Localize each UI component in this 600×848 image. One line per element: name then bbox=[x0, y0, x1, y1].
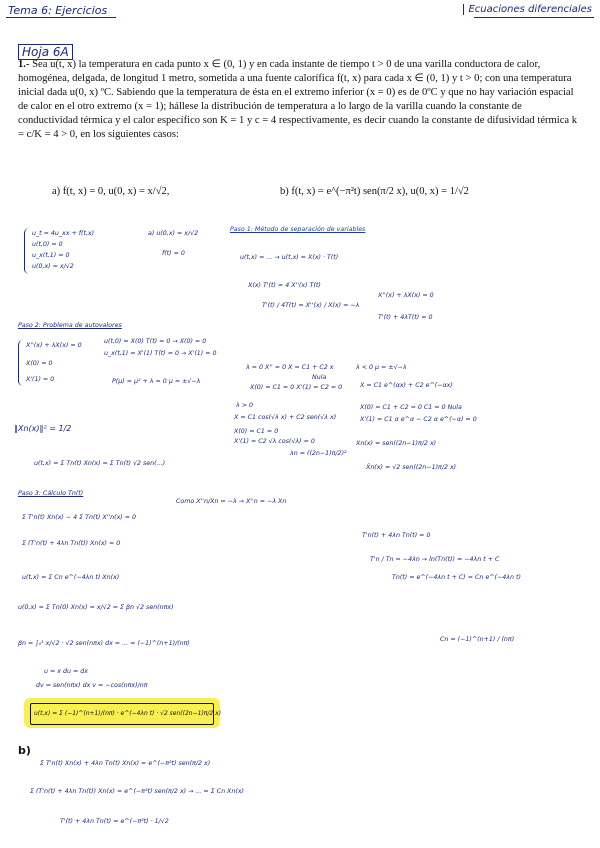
note-p3h: u(0,x) = Σ Tn(0) Xn(x) = x/√2 = Σ βn √2 sen(nπx) bbox=[18, 604, 174, 611]
note-cn: Cn = (−1)^(n+1) / (nπ) bbox=[440, 636, 515, 643]
problem-number: 1.- bbox=[18, 59, 30, 70]
topic-underline bbox=[6, 17, 116, 18]
note-ev4: u(t,0) = X(0) T(t) = 0 → X(0) = 0 bbox=[104, 338, 207, 345]
note-system-1: u_t = 4u_xx + f(t,x) bbox=[32, 230, 95, 237]
note-b2: Σ (T'n(t) + 4λn Tn(t)) Xn(x) = e^(−π²t) sen(π/2 x) → ... = Σ Cn Xn(x) bbox=[30, 788, 245, 795]
note-final: u(t,x) = Σ (−1)^(n+1)/(nπ) · e^(−4λn t) · √2 sen((2n−1)π/2 x) bbox=[34, 710, 222, 717]
note-system-2: u(t,0) = 0 bbox=[32, 241, 63, 248]
note-b3: T'(t) + 4λn Tn(t) = e^(−π²t) · 1/√2 bbox=[60, 818, 169, 825]
note-system-4: u(0,x) = x/√2 bbox=[32, 263, 74, 270]
note-a-f: f(t) = 0 bbox=[162, 250, 185, 257]
note-xn-norm: X̃n(x) = √2 sen((2n−1)π/2 x) bbox=[366, 464, 457, 471]
note-p3c: Σ (T'n(t) + 4λn Tn(t)) Xn(x) = 0 bbox=[22, 540, 121, 547]
note-sep4: X''(x) + λX(x) = 0 bbox=[378, 292, 434, 299]
case-b-formula: b) f(t, x) = e^(−π²t) sen(π/2 x), u(0, x) = 1/√2 bbox=[280, 186, 469, 197]
note-system-3: u_x(t,1) = 0 bbox=[32, 252, 70, 259]
note-nula: Nula bbox=[312, 374, 327, 381]
note-xn: Xn(x) = sen((2n−1)π/2 x) bbox=[356, 440, 437, 447]
note-lam0b: X(0) = C1 = 0 X'(1) = C2 = 0 bbox=[250, 384, 343, 391]
note-ev2: X(0) = 0 bbox=[26, 360, 53, 367]
note-ev6: P(μ) = μ² + λ = 0 μ = ±√−λ bbox=[112, 378, 201, 385]
note-sep2: X(x) T'(t) = 4 X''(x) T(t) bbox=[248, 282, 321, 289]
note-paso2: Paso 2: Problema de autovalores bbox=[18, 322, 122, 329]
note-p3e: T'n / Tn = −4λn → ln(Tn(t)) = −4λn t + C bbox=[370, 556, 500, 563]
note-norm: ‖Xn(x)‖² = 1/2 bbox=[14, 424, 72, 433]
note-paso1: Paso 1: Método de separación de variables bbox=[230, 226, 366, 233]
sheet-label: Hoja 6A bbox=[18, 44, 73, 60]
note-sep3: T'(t) / 4T(t) = X''(x) / X(x) = −λ bbox=[262, 302, 360, 309]
note-ev5: u_x(t,1) = X'(1) T(t) = 0 → X'(1) = 0 bbox=[104, 350, 217, 357]
note-usum: u(t,x) = Σ Tn(t) Xn(x) = Σ Tn(t) √2 sen(...) bbox=[34, 460, 166, 467]
system-brace bbox=[24, 228, 31, 274]
note-sep5: T'(t) + 4λT(t) = 0 bbox=[378, 314, 433, 321]
note-paso3: Paso 3: Cálculo Tn(t) bbox=[18, 490, 84, 497]
note-lamneg2: X = C1 e^(αx) + C2 e^(−αx) bbox=[360, 382, 453, 389]
note-ev1: X''(x) + λX(x) = 0 bbox=[26, 342, 82, 349]
note-mid1: u = x du = dx bbox=[44, 668, 88, 675]
note-a-label: a) u(0,x) = x/√2 bbox=[148, 230, 199, 237]
note-p3d: T'n(t) + 4λn Tn(t) = 0 bbox=[362, 532, 431, 539]
eigen-brace bbox=[18, 340, 25, 386]
note-lamneg4: X'(1) = C1 α e^α − C2 α e^(−α) = 0 bbox=[360, 416, 477, 423]
note-b-label: b) bbox=[18, 744, 31, 757]
note-lampos4: X'(1) = C2 √λ cos(√λ) = 0 bbox=[234, 438, 315, 445]
note-lampos5: λn = ((2n−1)π/2)² bbox=[290, 450, 347, 457]
note-mid2: dv = sen(nπx) dx v = −cos(nπx)/nπ bbox=[36, 682, 148, 689]
note-p3g: u(t,x) = Σ Cn e^(−4λn t) Xn(x) bbox=[22, 574, 120, 581]
course-title: Ecuaciones diferenciales bbox=[463, 4, 592, 15]
note-lampos3: X(0) = C1 = 0 bbox=[234, 428, 279, 435]
note-p3f: Tn(t) = e^(−4λn t + C) = Cn e^(−4λn t) bbox=[392, 574, 521, 581]
course-underline bbox=[474, 17, 594, 18]
note-ev3: X'(1) = 0 bbox=[26, 376, 55, 383]
case-a-formula: a) f(t, x) = 0, u(0, x) = x/√2, bbox=[52, 186, 170, 197]
note-lamneg3: X(0) = C1 + C2 = 0 C1 = 0 Nula bbox=[360, 404, 462, 411]
note-lampos: λ > 0 bbox=[236, 402, 254, 409]
note-b1: Σ T'n(t) Xn(x) + 4λn Tn(t) Xn(x) = e^(−π²t) sen(π/2 x) bbox=[40, 760, 211, 767]
note-lam0: λ = 0 X'' = 0 X = C1 + C2 x bbox=[246, 364, 334, 371]
note-lampos2: X = C1 cos(√λ x) + C2 sen(√λ x) bbox=[234, 414, 337, 421]
problem-text: Sea u(t, x) la temperatura en cada punto x ∈ (0, 1) y en cada instante de tiempo t > 0 de una varilla conductora de calor, homogénea, delgada, de longitud 1 metro, sometida a una fuente calorífica f(t, x) para cada x ∈ (0, 1) y t > 0; con una temperatura inicial dada u(0, x) ºC. Sabiendo que la temperatura de ésta en el extremo inferior (x = 0) es de 0ºC y que no hay variación espacial de calor en el otro extremo (x = 1); hállese la distribución de temperatura a lo largo de la varilla cuando la constante de conductividad térmica y el calor específico son K = 1 y c = 4 respectivamente, es decir cuando la constante de difusividad térmica k = c/K = 4 > 0, en los siguientes casos: bbox=[18, 59, 578, 140]
note-p3a: Como X''n/Xn = −λ → X''n = −λ Xn bbox=[176, 498, 287, 505]
note-beta: βn = ∫₀¹ x/√2 · √2 sen(nπx) dx = ... = (−1)^(n+1)/(nπ) bbox=[18, 640, 190, 647]
note-lamneg: λ < 0 μ = ±√−λ bbox=[356, 364, 407, 371]
problem-statement bbox=[18, 58, 584, 142]
note-p3b: Σ T'n(t) Xn(x) − 4 Σ Tn(t) X''n(x) = 0 bbox=[22, 514, 137, 521]
note-sep1: u(t,x) = ... → u(t,x) = X(x) · T(t) bbox=[240, 254, 339, 261]
topic-title: Tema 6: Ejercicios bbox=[8, 4, 108, 17]
